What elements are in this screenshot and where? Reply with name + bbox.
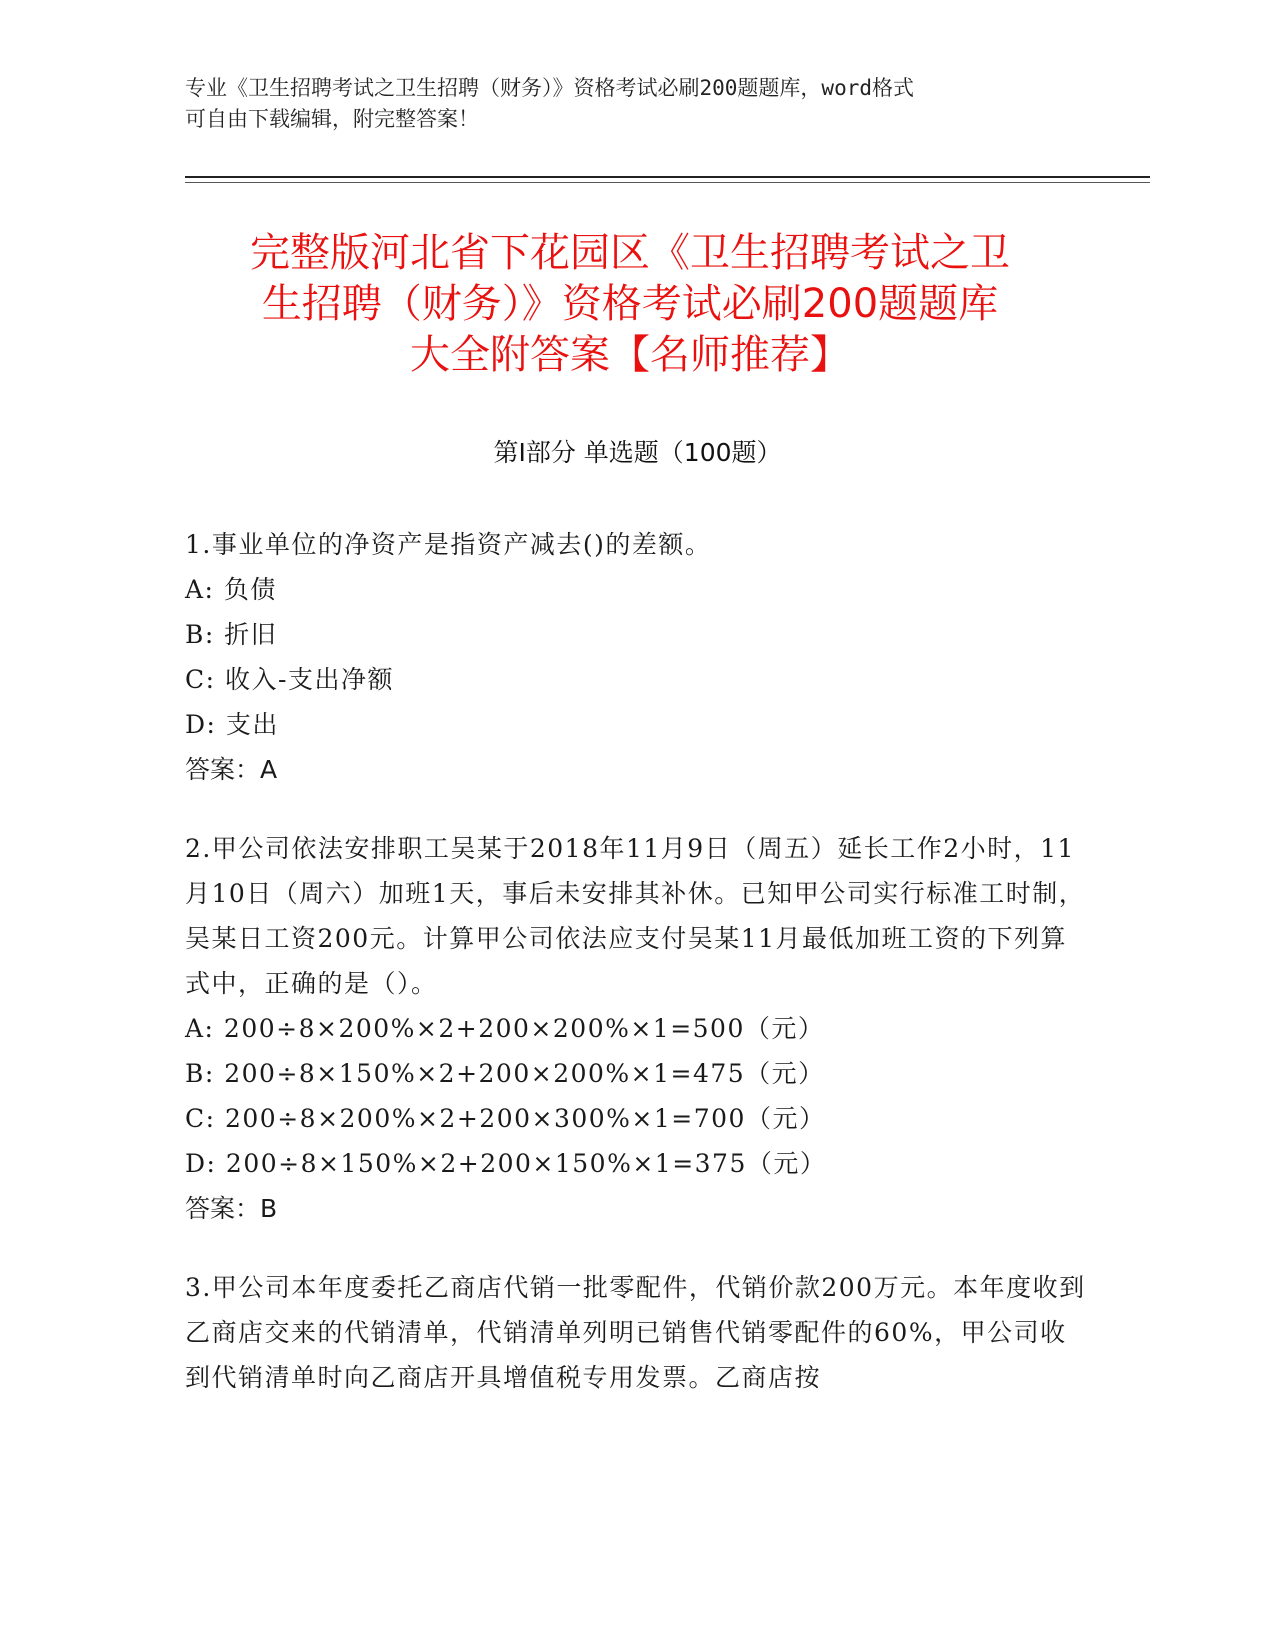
question-2 xyxy=(185,826,1090,1231)
question-stem: 2.甲公司依法安排职工吴某于2018年11月9日（周五）延长工作2小时，11月10日（周六）加班1天，事后未安排其补休。已知甲公司实行标准工时制，吴某日工资200元。计算甲公司依法应支付吴某11月最低加班工资的下列算式中，正确的是（）。 xyxy=(185,834,1086,998)
option-d: D: 支出 xyxy=(185,710,279,739)
document-title xyxy=(175,228,1085,381)
question-list xyxy=(185,522,1090,1434)
answer: 答案：B xyxy=(185,1194,278,1223)
document-title-line-2: 生招聘（财务）》资格考试必刷200题题库 xyxy=(261,281,999,327)
option-a: A: 200÷8×200%×2+200×200%×1=500（元） xyxy=(185,1014,825,1043)
header-note xyxy=(185,73,1085,135)
option-b: B: 折旧 xyxy=(185,620,278,649)
answer: 答案：A xyxy=(185,755,278,784)
option-c: C: 收入-支出净额 xyxy=(185,665,394,694)
question-3 xyxy=(185,1265,1090,1400)
option-b: B: 200÷8×150%×2+200×200%×1=475（元） xyxy=(185,1059,825,1088)
document-title-line-1: 完整版河北省下花园区《卫生招聘考试之卫 xyxy=(250,230,1010,276)
option-d: D: 200÷8×150%×2+200×150%×1=375（元） xyxy=(185,1149,827,1178)
header-note-line-1: 专业《卫生招聘考试之卫生招聘（财务）》资格考试必刷200题题库，word格式 xyxy=(185,76,914,100)
option-c: C: 200÷8×200%×2+200×300%×1=700（元） xyxy=(185,1104,826,1133)
header-divider-thin xyxy=(185,182,1150,183)
document-title-line-3: 大全附答案【名师推荐】 xyxy=(410,332,850,378)
header-note-line-2: 可自由下载编辑，附完整答案！ xyxy=(185,107,479,131)
option-a: A: 负债 xyxy=(185,575,277,604)
question-stem: 3.甲公司本年度委托乙商店代销一批零配件，代销价款200万元。本年度收到乙商店交来的代销清单，代销清单列明已销售代销零配件的60%，甲公司收到代销清单时向乙商店开具增值税专用发票。乙商店按 xyxy=(185,1273,1086,1392)
question-stem: 1.事业单位的净资产是指资产减去()的差额。 xyxy=(185,530,712,559)
section-heading: 第Ⅰ部分 单选题（100题） xyxy=(493,438,782,467)
question-1 xyxy=(185,522,1090,792)
header-divider-thick xyxy=(185,176,1150,178)
